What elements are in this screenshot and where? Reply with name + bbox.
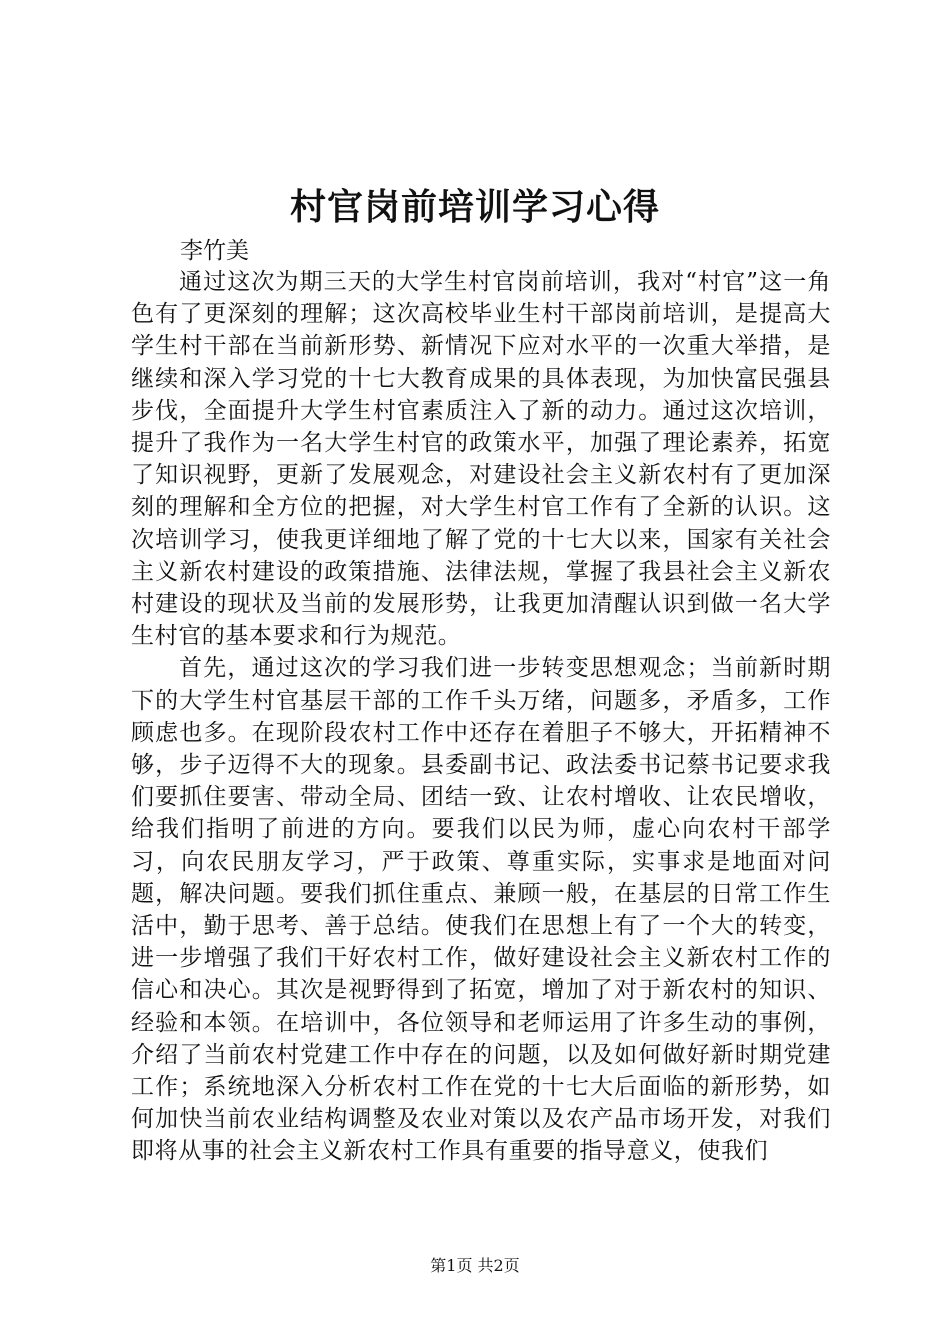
- body-paragraph-1: 通过这次为期三天的大学生村官岗前培训，我对“村官”这一角色有了更深刻的理解；这次高校毕业生村干部岗前培训，是提高大学生村干部在当前新形势、新情况下应对水平的一次重大举措，是继续和深入学习党的十七大教育成果的具体表现，为加快富民强县步伐，全面提升大学生村官素质注入了新的动力。通过这次培训，提升了我作为一名大学生村官的政策水平，加强了理论素养，拓宽了知识视野，更新了发展观念，对建设社会主义新农村有了更加深刻的理解和全方位的把握，对大学生村官工作有了全新的认识。这次培训学习，使我更详细地了解了党的十七大以来，国家有关社会主义新农村建设的政策措施、法律法规，掌握了我县社会主义新农村建设的现状及当前的发展形势，让我更加清醒认识到做一名大学生村官的基本要求和行为规范。: [131, 269, 831, 650]
- body-paragraph-2: 首先，通过这次的学习我们进一步转变思想观念；当前新时期下的大学生村官基层干部的工作千头万绪，问题多，矛盾多，工作顾虑也多。在现阶段农村工作中还存在着胆子不够大，开拓精神不够，步子迈得不大的现象。县委副书记、政法委书记蔡书记要求我们要抓住要害、带动全局、团结一致、让农村增收、让农民增收，给我们指明了前进的方向。要我们以民为师，虚心向农村干部学习，向农民朋友学习，严于政策、尊重实际，实事求是地面对问题，解决问题。要我们抓住重点、兼顾一般，在基层的日常工作生活中，勤于思考、善于总结。使我们在思想上有了一个大的转变，进一步增强了我们干好农村工作，做好建设社会主义新农村工作的信心和决心。其次是视野得到了拓宽，增加了对于新农村的知识、经验和本领。在培训中，各位领导和老师运用了许多生动的事例，介绍了当前农村党建工作中存在的问题，以及如何做好新时期党建工作；系统地深入分析农村工作在党的十七大后面临的新形势，如何加快当前农业结构调整及农业对策以及农产品市场开发，对我们即将从事的社会主义新农村工作具有重要的指导意义，使我们: [131, 655, 831, 1165]
- author-name: 李竹美: [180, 238, 249, 264]
- page-footer: 第1页 共2页: [430, 1256, 520, 1275]
- document-title: 村官岗前培训学习心得: [289, 187, 660, 228]
- document-body: [131, 266, 831, 1168]
